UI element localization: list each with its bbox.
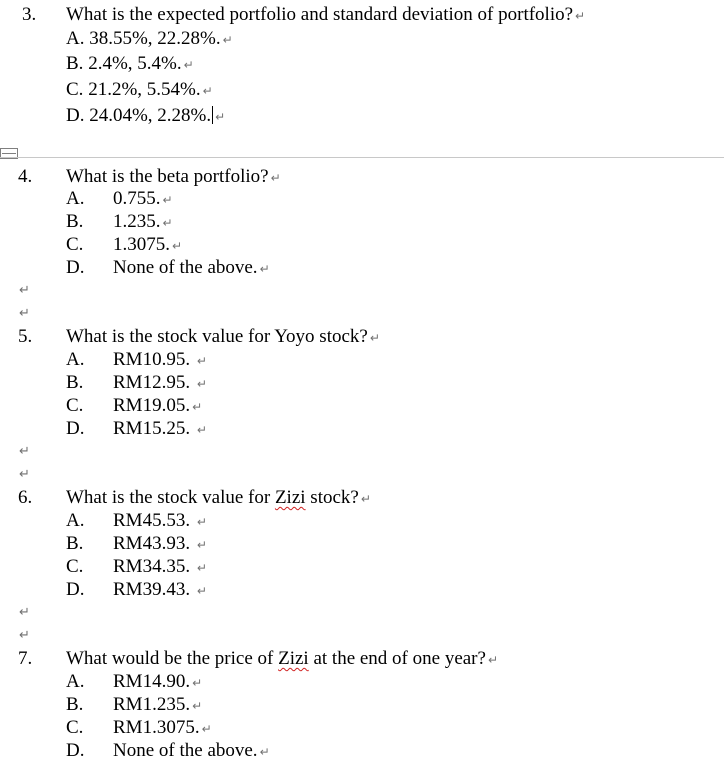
option-text xyxy=(113,211,173,234)
option-letter: B. xyxy=(66,372,84,393)
paragraph-mark-icon: ↵ xyxy=(360,492,371,506)
paragraph-mark-icon: ↵ xyxy=(196,561,207,575)
option-text: 24.04%, 2.28%. xyxy=(89,105,212,126)
paragraph-mark-icon: ↵ xyxy=(196,423,207,437)
spelling-flagged-word[interactable]: Zizi xyxy=(274,487,306,508)
question-text xyxy=(66,487,371,510)
paragraph-mark-icon: ↵ xyxy=(196,515,207,529)
option-text-content: RM15.25. xyxy=(113,418,195,439)
paragraph-mark-icon: ↵ xyxy=(162,216,173,230)
option-text: 21.2%, 5.54%. xyxy=(88,79,201,100)
question-text-content: What is the beta portfolio? xyxy=(66,166,269,187)
option-text xyxy=(113,349,207,372)
option-letter: B. xyxy=(66,694,84,715)
paragraph-mark-icon: ↵ xyxy=(192,699,203,713)
question-text-before: What is the stock value for xyxy=(66,487,275,508)
option-letter: D. xyxy=(66,740,85,761)
paragraph-mark-icon: ↵ xyxy=(172,239,183,253)
option-text-content: RM10.95. xyxy=(113,349,195,370)
empty-paragraph-mark-icon: ↵ xyxy=(19,467,30,482)
option-text-content: RM34.35. xyxy=(113,556,195,577)
paragraph-mark-icon: ↵ xyxy=(270,171,281,185)
paragraph-mark-icon: ↵ xyxy=(196,354,207,368)
option-letter: A. xyxy=(66,28,85,49)
question-text-before: What would be the price of xyxy=(66,648,279,669)
paragraph-mark-icon: ↵ xyxy=(259,745,270,759)
question-number: 6. xyxy=(18,487,33,508)
text-cursor xyxy=(212,106,213,124)
option-text xyxy=(113,395,202,418)
question-text xyxy=(66,166,281,189)
paragraph-mark-icon: ↵ xyxy=(196,538,207,552)
question-number: 7. xyxy=(18,648,33,669)
question-text xyxy=(66,326,380,349)
option-row xyxy=(66,28,233,51)
question-text xyxy=(66,648,498,671)
paragraph-mark-icon: ↵ xyxy=(196,584,207,598)
option-text: 2.4%, 5.4%. xyxy=(88,53,182,74)
empty-paragraph-mark-icon: ↵ xyxy=(19,306,30,321)
option-text-content: 1.235. xyxy=(113,211,161,232)
spelling-flagged-word[interactable]: Zizi xyxy=(278,648,309,669)
option-text-content: None of the above. xyxy=(113,257,258,278)
option-text-content: RM45.53. xyxy=(113,510,195,531)
option-letter: B. xyxy=(66,533,84,554)
paragraph-mark-icon: ↵ xyxy=(369,331,380,345)
option-text xyxy=(113,510,207,533)
question-text-content: What is the stock value for Yoyo stock? xyxy=(66,326,368,347)
paragraph-mark-icon: ↵ xyxy=(192,400,203,414)
option-letter: B. xyxy=(66,211,84,232)
question-text xyxy=(66,4,585,27)
option-letter: C. xyxy=(66,556,84,577)
option-text xyxy=(113,717,212,740)
option-text xyxy=(113,533,207,556)
option-text-content: RM19.05. xyxy=(113,395,191,416)
option-text xyxy=(113,234,182,257)
option-letter: C. xyxy=(66,234,84,255)
option-row xyxy=(66,105,225,128)
paragraph-mark-icon: ↵ xyxy=(202,84,213,98)
option-text xyxy=(113,556,207,579)
option-text-content: RM43.93. xyxy=(113,533,195,554)
option-text xyxy=(113,579,207,602)
option-text-content: RM14.90. xyxy=(113,671,191,692)
option-text-content: 0.755. xyxy=(113,188,161,209)
paragraph-mark-icon: ↵ xyxy=(575,9,586,23)
empty-paragraph-mark-icon: ↵ xyxy=(19,283,30,298)
option-text-content: RM12.95. xyxy=(113,372,195,393)
option-text-content: RM39.43. xyxy=(113,579,195,600)
empty-paragraph-mark-icon: ↵ xyxy=(19,605,30,620)
option-text xyxy=(113,418,207,441)
option-letter: A. xyxy=(66,671,85,692)
paragraph-mark-icon: ↵ xyxy=(487,653,499,667)
empty-paragraph-mark-icon: ↵ xyxy=(19,628,30,643)
option-letter: C. xyxy=(66,395,84,416)
option-letter: C. xyxy=(66,717,84,738)
paragraph-mark-icon: ↵ xyxy=(259,262,270,276)
option-letter: D. xyxy=(66,105,85,126)
paragraph-mark-icon: ↵ xyxy=(215,110,226,124)
option-text-content: None of the above. xyxy=(113,740,258,761)
option-letter: A. xyxy=(66,510,85,531)
option-letter: D. xyxy=(66,257,85,278)
option-text xyxy=(113,188,173,211)
paragraph-mark-icon: ↵ xyxy=(162,193,173,207)
option-letter: A. xyxy=(66,349,85,370)
paragraph-mark-icon: ↵ xyxy=(201,722,212,736)
question-text-after: stock? xyxy=(305,487,359,508)
paragraph-mark-icon: ↵ xyxy=(222,33,233,47)
option-text xyxy=(113,671,202,694)
paragraph-mark-icon: ↵ xyxy=(192,676,203,690)
option-text-content: RM1.235. xyxy=(113,694,191,715)
option-row xyxy=(66,79,213,102)
option-letter: D. xyxy=(66,579,85,600)
option-text xyxy=(113,372,207,395)
option-letter: A. xyxy=(66,188,85,209)
option-letter: C. xyxy=(66,79,84,100)
question-text-after: at the end of one year? xyxy=(308,648,486,669)
question-number: 4. xyxy=(18,166,33,187)
option-text: 38.55%, 22.28%. xyxy=(89,28,221,49)
option-text xyxy=(113,740,270,763)
question-number: 3. xyxy=(22,4,37,25)
option-text xyxy=(113,257,270,280)
page-break-line xyxy=(0,157,724,158)
option-text-content: RM1.3075. xyxy=(113,717,200,738)
option-row xyxy=(66,53,194,76)
option-letter: D. xyxy=(66,418,85,439)
empty-paragraph-mark-icon: ↵ xyxy=(19,444,30,459)
question-text-content: What is the expected portfolio and standard deviation of portfolio? xyxy=(66,4,574,25)
question-number: 5. xyxy=(18,326,33,347)
paragraph-mark-icon: ↵ xyxy=(183,58,194,72)
paragraph-mark-icon: ↵ xyxy=(196,377,207,391)
option-letter: B. xyxy=(66,53,84,74)
option-text xyxy=(113,694,202,717)
option-text-content: 1.3075. xyxy=(113,234,170,255)
